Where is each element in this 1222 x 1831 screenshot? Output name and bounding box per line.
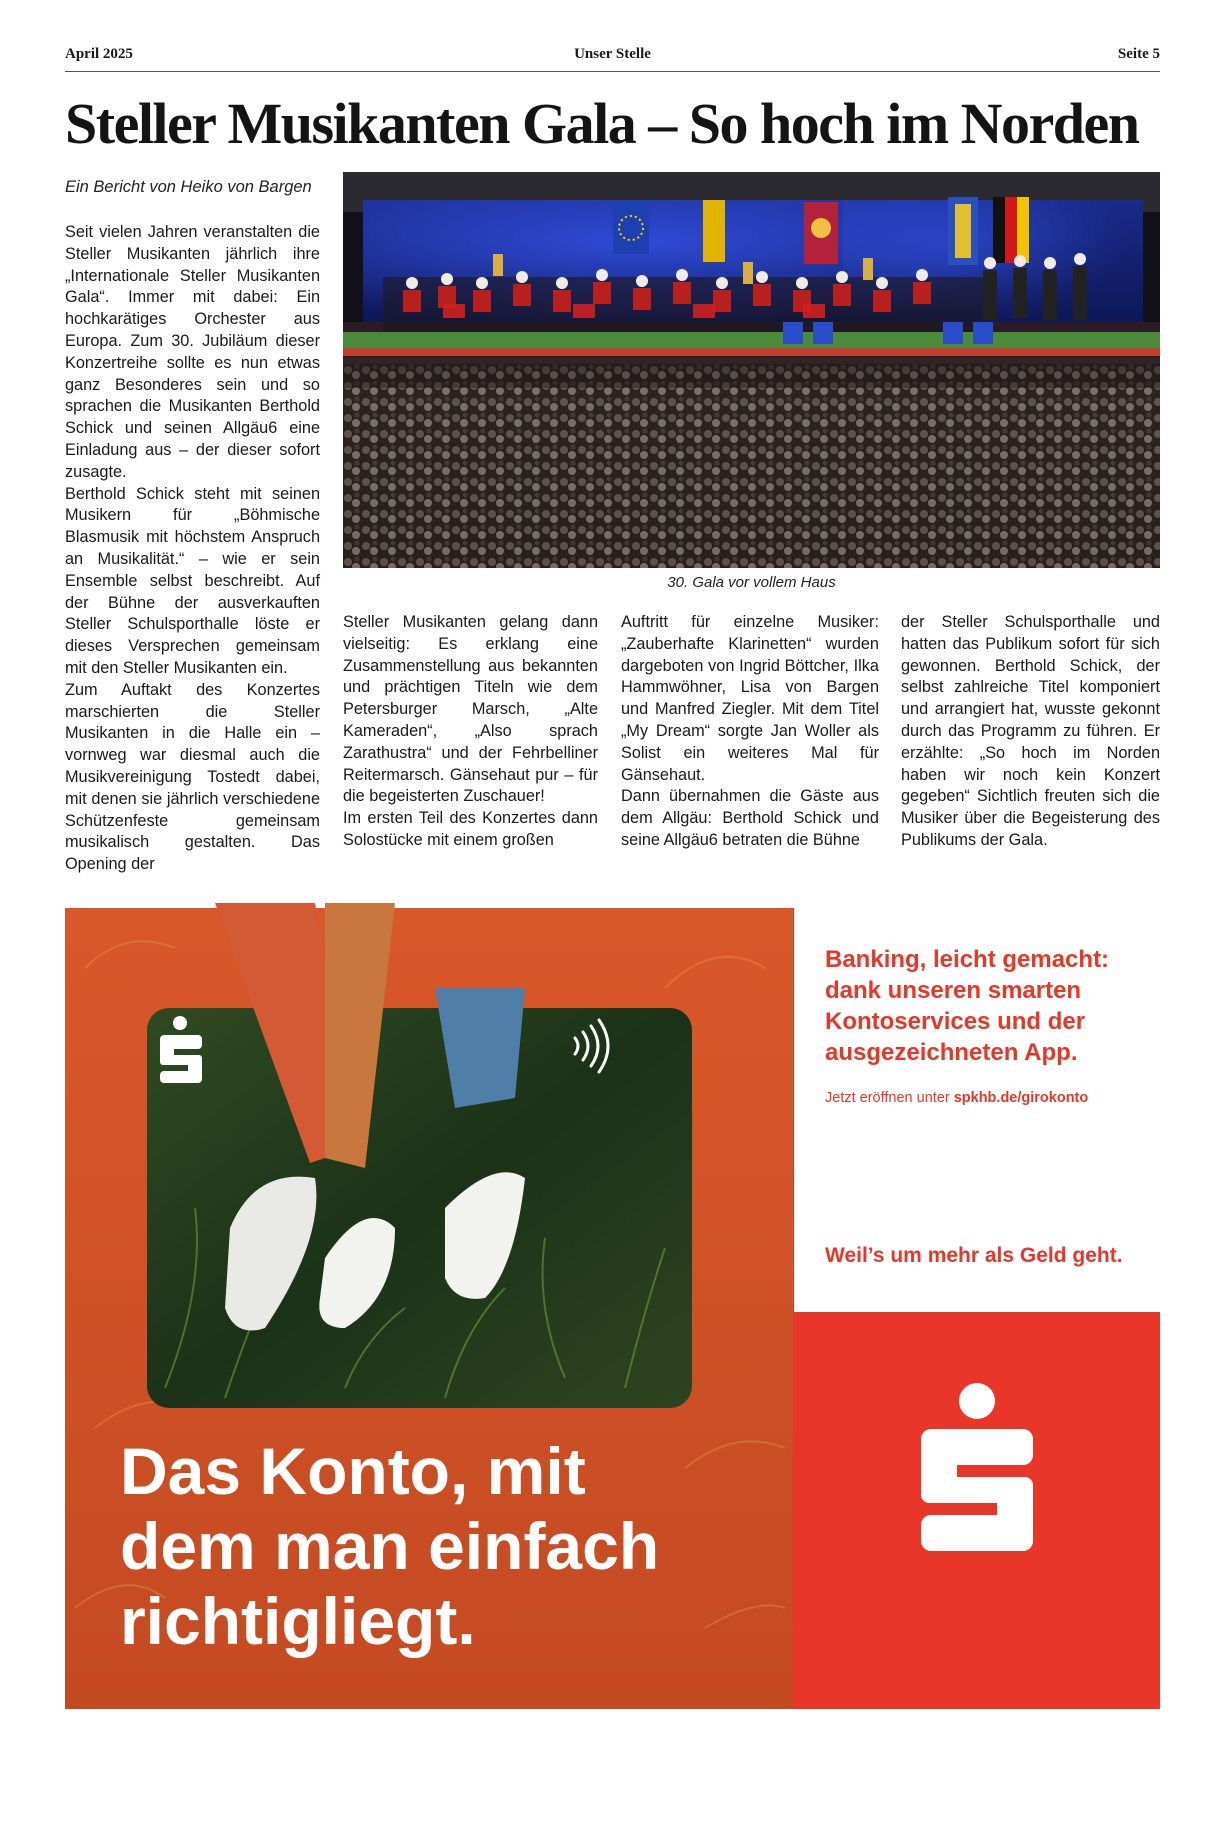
paragraph: Dann übernahmen die Gäste aus dem Allgäu: Berthold Schick und seine Allgäu6 betraten die Bühne xyxy=(621,787,879,849)
page-number: Seite 5 xyxy=(1117,46,1160,62)
ad-main-claim: Das Konto, mit dem man einfach richtigliegt. xyxy=(120,1434,660,1658)
paragraph: der Steller Schulsporthalle und hatten das Publikum sofort für sich gewonnen. Berthold Schick, der selbst zahlreiche Titel komponiert und arrangiert hat, wusste gekonnt durch das Programm zu führen. Er erzählte: „So hoch im Norden haben wir noch kein Konzert gegeben“ Sichtlich freuten sich die Musiker über die Begeisterung des Publikums der Gala. xyxy=(901,613,1160,849)
concert-photo xyxy=(343,172,1160,568)
sparkasse-logo-icon xyxy=(915,1383,1039,1553)
paragraph: Im ersten Teil des Konzertes dann Solostücke mit einem großen xyxy=(343,809,598,849)
ad-brand-name: Sparkasse Harburg-Buxtehude xyxy=(859,1765,1095,1829)
sparkasse-advertisement xyxy=(65,908,1160,1829)
article-column-1 xyxy=(65,222,320,876)
page-header xyxy=(65,46,1160,70)
paragraph: Seit vielen Jahren veranstalten die Steller Musikanten jährlich ihre „Internationale Steller Musikanten Gala“. Immer mit dabei: Ein hochkarätiges Orchester aus Europa. Zum 30. Jubiläum dieser Konzertreihe sollte es nun etwas ganz Besonderes sein und so sprachen die Musikanten Berthold Schick und seinen Allgäu6 eine Einladung aus – der dieser sofort zusagte. xyxy=(65,223,320,481)
article-byline: Ein Bericht von Heiko von Bargen xyxy=(65,178,312,196)
concert-hall-illustration xyxy=(343,172,1160,568)
paragraph: Zum Auftakt des Konzertes marschierten die Steller Musikanten in die Halle ein – vornweg war diesmal auch die Musikvereinigung Tostedt dabei, mit denen sie jährlich verschiedene Schützenfeste gemeinsam musikalisch gestalten. Das Opening der xyxy=(65,680,320,874)
paragraph: Berthold Schick steht mit seinen Musikern für „Böhmische Blasmusik mit höchstem Anspruch an Musikalität.“ – wie er sein Ensemble selbst beschreibt. Auf der Bühne der ausverkauften Steller Schulsporthalle löste er dieses Versprechen gemeinsam mit den Steller Musikanten ein. xyxy=(65,484,320,677)
paragraph: Auftritt für einzelne Musiker: „Zauberhafte Klarinetten“ wurden dargeboten von Ingrid Böttcher, Ilka Hammwöhner, Lisa von Bargen und Manfred Ziegler. Mit dem Titel „My Dream“ sorgte Jan Woller als Solist ein weiteres Mal für Gänsehaut. xyxy=(621,613,879,784)
ad-url-link[interactable]: spkhb.de/girokonto xyxy=(953,1090,1089,1106)
paragraph: Steller Musikanten gelang dann vielseitig: Es erklang eine Zusammenstellung aus bekannten und prächtigen Titeln wie dem Petersburger Marsch, „Alte Kameraden“, „Also sprach Zarathustra“ und der Fehrbelliner Reitermarsch. Gänsehaut pur – für die begeisterten Zuschauer! xyxy=(343,613,598,806)
header-rule xyxy=(65,71,1160,72)
ad-link-text: Jetzt eröffnen unter spkhb.de/girokonto xyxy=(825,1090,1089,1106)
bank-card xyxy=(147,1008,692,1408)
ad-headline: Banking, leicht gemacht: dank unseren smarten Kontoservices und der ausgezeichneten App. xyxy=(825,946,1110,1066)
article-column-3 xyxy=(621,612,879,852)
issue-date: April 2025 xyxy=(65,46,133,62)
photo-caption: 30. Gala vor vollem Haus xyxy=(667,574,836,591)
article-column-2 xyxy=(343,612,598,852)
article-title: Steller Musikanten Gala – So hoch im Norden xyxy=(65,91,1139,156)
publication-name: Unser Stelle xyxy=(574,46,651,62)
ad-slogan: Weil’s um mehr als Geld geht. xyxy=(825,1244,1123,1267)
article-column-4 xyxy=(901,612,1160,852)
